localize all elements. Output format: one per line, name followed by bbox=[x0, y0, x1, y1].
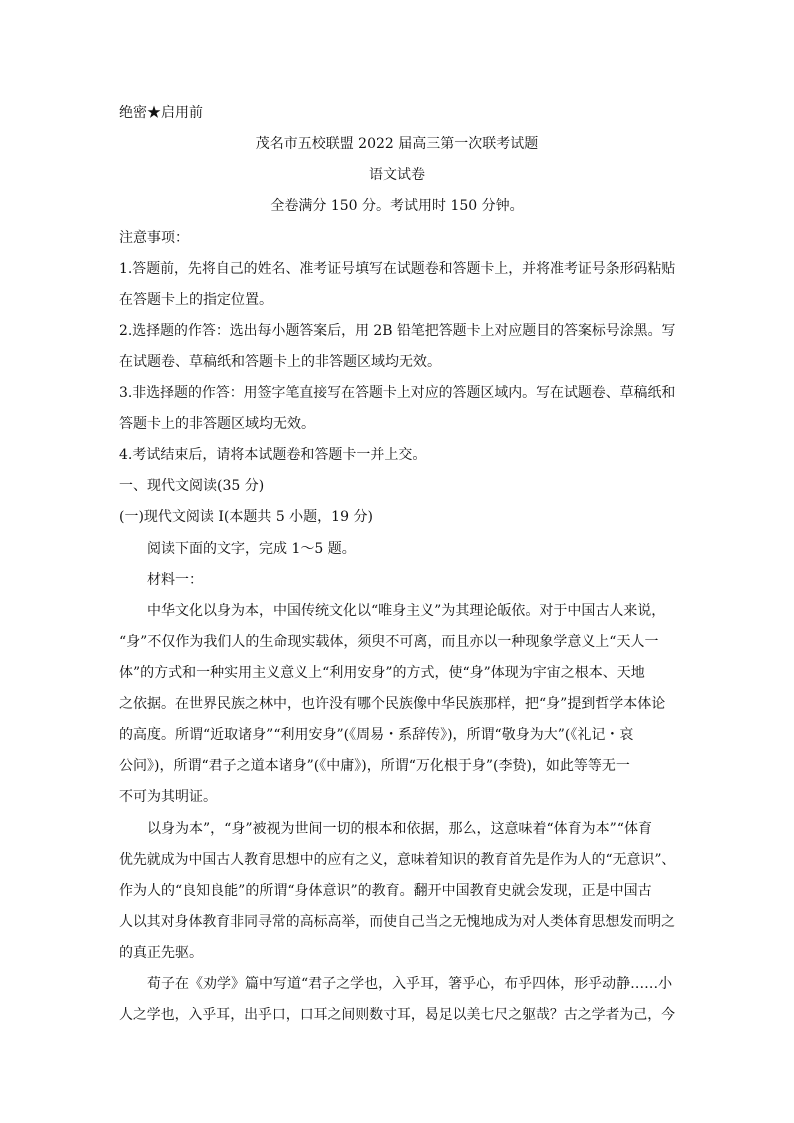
passage-line: 体”的方式和一种实用主义意义上“利用安身”的方式，使“身”体现为宇宙之根本、天地 bbox=[119, 665, 645, 681]
passage-line: 荀子在《劝学》篇中写道“君子之学也，入乎耳，箸乎心，布乎四体，形乎动静……小 bbox=[147, 976, 673, 992]
note-item-2-line-2: 在试题卷、草稿纸和答题卡上的非答题区域均无效。 bbox=[119, 354, 441, 370]
section-title: 一、现代文阅读(35 分) bbox=[119, 478, 265, 494]
note-item-3-line-2: 答题卡上的非答题区域均无效。 bbox=[119, 416, 315, 432]
passage-line: 的真正先驱。 bbox=[119, 945, 203, 961]
passage-line: 以身为本”，“身”被视为世间一切的根本和依据，那么，这意味着“体育为本”“体育 bbox=[147, 821, 652, 837]
section-subtitle: (一)现代文阅读 I(本题共 5 小题，19 分) bbox=[119, 509, 373, 525]
passage-line: 优先就成为中国古人教育思想中的应有之义，意味着知识的教育首先是作为人的“无意识”、 bbox=[119, 852, 676, 868]
reading-instruction: 阅读下面的文字，完成 1～5 题。 bbox=[147, 541, 356, 557]
note-item-3-line-1: 3.非选择题的作答：用签字笔直接写在答题卡上对应的答题区域内。写在试题卷、草稿纸和 bbox=[119, 385, 676, 401]
confidential-mark: 绝密★启用前 bbox=[119, 105, 203, 121]
subject-title: 语文试卷 bbox=[369, 167, 425, 183]
passage-line: 人之学也，入乎耳，出乎口，口耳之间则数寸耳，曷足以美七尺之躯哉？古之学者为己，今 bbox=[119, 1007, 676, 1023]
note-item-2-line-1: 2.选择题的作答：选出每小题答案后，用 2B 铅笔把答题卡上对应题目的答案标号涂黑。写 bbox=[119, 323, 676, 339]
passage-line: 公问》)，所谓“君子之道本诸身”(《中庸》)，所谓“万化根于身”(李贽)，如此等等无一 bbox=[119, 758, 630, 774]
passage-line: 之依据。在世界民族之林中，也许没有哪个民族像中华民族那样，把“身”提到哲学本体论 bbox=[119, 696, 666, 712]
passage-line: 作为人的“良知良能”的所谓“身体意识”的教育。翻开中国教育史就会发现，正是中国古 bbox=[119, 883, 652, 899]
passage-line: 的高度。所谓“近取诸身”“利用安身”(《周易・系辞传》)，所谓“敬身为大”(《礼记・哀 bbox=[119, 727, 634, 743]
note-item-4: 4.考试结束后，请将本试题卷和答题卡一并上交。 bbox=[119, 447, 427, 463]
notes-heading: 注意事项： bbox=[119, 230, 189, 246]
score-info: 全卷满分 150 分。考试用时 150 分钟。 bbox=[270, 198, 524, 214]
passage-line: 不可为其明证。 bbox=[119, 789, 217, 805]
exam-title: 茂名市五校联盟 2022 届高三第一次联考试题 bbox=[255, 136, 539, 152]
passage-line: “身”不仅作为我们人的生命现实载体，须臾不可离，而且亦以一种现象学意义上“天人一 bbox=[119, 634, 659, 650]
passage-line: 人以其对身体教育非同寻常的高标高举，而使自己当之无愧地成为对人类体育思想发而明之 bbox=[119, 914, 676, 930]
passage-line: 中华文化以身为本，中国传统文化以“唯身主义”为其理论皈依。对于中国古人来说， bbox=[147, 603, 666, 619]
material-label: 材料一： bbox=[147, 572, 203, 588]
note-item-1-line-2: 在答题卡上的指定位置。 bbox=[119, 292, 273, 308]
note-item-1-line-1: 1.答题前，先将自己的姓名、准考证号填写在试题卷和答题卡上，并将准考证号条形码粘贴 bbox=[119, 261, 676, 277]
